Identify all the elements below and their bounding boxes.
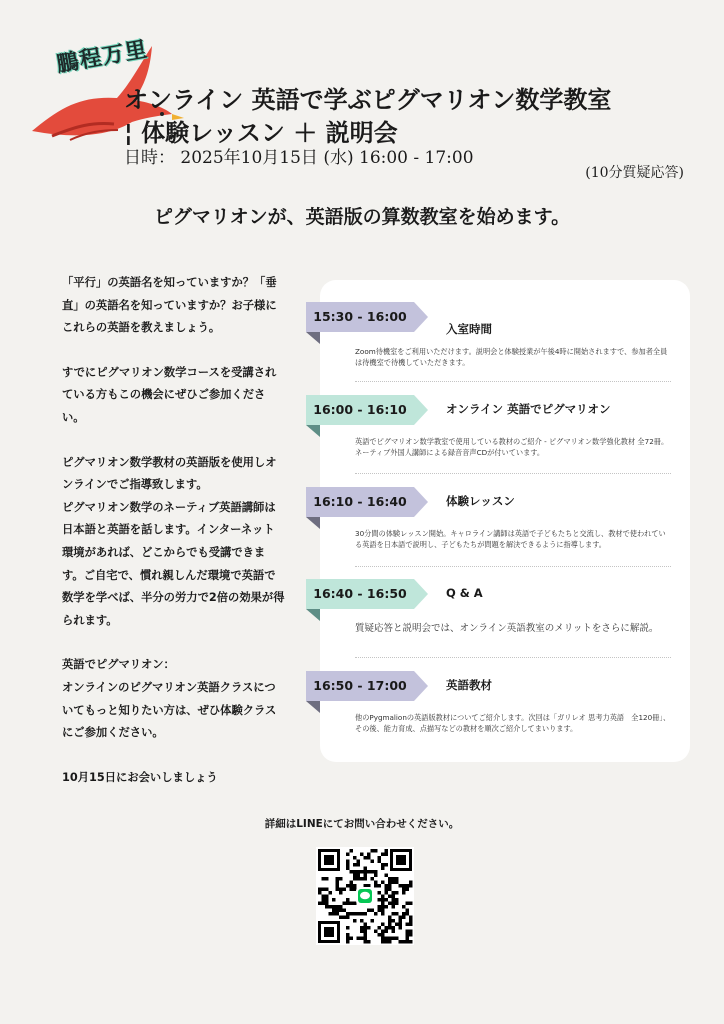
intro-paragraph: すでにピグマリオン数学コースを受講されている方もこの機会にぜひご参加ください。 [62, 365, 277, 424]
schedule-time-tag: 16:00 - 16:10 [306, 395, 414, 425]
schedule-item-title: 入室時間 [446, 322, 492, 336]
schedule-item-desc: 30分間の体験レッスン開始。キャロライン講師は英語で子どもたちと交流し、教材で使われている英語を日本語で説明し、子どもたちが問題を解決できるように指導します。 [355, 529, 666, 549]
intro-paragraph: 10月15日にお会いしましょう [62, 770, 218, 784]
schedule-item-desc: 質疑応答と説明会では、オンライン英語教室のメリットをさらに解説。 [355, 623, 659, 634]
intro-paragraph: ピグマリオン数学教材の英語版を使用しオンラインでご指導致します。 [62, 455, 277, 492]
line-qr-code-icon[interactable] [316, 847, 414, 945]
schedule-item-title: 英語教材 [446, 678, 492, 692]
contact-text: 詳細はLINEにてお問い合わせください。 [264, 818, 460, 830]
intro-paragraph: オンラインのピグマリオン英語クラスについてもっと知りたい方は、ぜひ体験クラスにご参加ください。 [62, 680, 277, 740]
schedule-time-tag: 16:40 - 16:50 [306, 579, 414, 609]
schedule-item-desc: 他のPygmalionの英語版教材についてご紹介します。次回は「ガリレオ 思考力英語 全120冊」、その後、能力育成、点描写などの教材を順次ご紹介してまいります。 [355, 713, 671, 733]
intro-paragraph: 「平行」の英語名を知っていますか？「垂直」の英語名を知っていますか？お子様にこれらの英語を教えましょう。 [62, 276, 277, 335]
logo-text: 鵬程万里 [54, 37, 150, 78]
schedule-item-title: オンライン 英語でピグマリオン [446, 402, 611, 416]
tag-fold [306, 425, 320, 437]
divider [355, 566, 671, 567]
divider [355, 473, 671, 474]
intro-text [62, 272, 286, 811]
schedule-item-desc: 英語でピグマリオン数学教室で使用している教材のご紹介 - ピグマリオン数学強化教材 全72冊。ネーティブ外国人講師による録音音声CDが付いています。 [355, 437, 669, 457]
page-title: オンライン 英語で学ぶピグマリオン数学教室 [124, 86, 612, 114]
intro-paragraph: ピグマリオン数学のネーティブ英語講師は日本語と英語を話します。インターネット環境があれば、どこからでも受講できます。ご自宅で、慣れ親しんだ環境で英語で数学を学べば、半分の労力で2倍の効果が得られます。 [62, 500, 285, 627]
tag-fold [306, 517, 320, 529]
schedule-time-tag: 15:30 - 16:00 [306, 302, 414, 332]
headline: ピグマリオンが、英語版の算数教室を始めます。 [153, 206, 571, 228]
tag-fold [306, 701, 320, 713]
qa-note: (10分質疑応答) [585, 165, 684, 181]
schedule-item-title: 体験レッスン [446, 494, 515, 508]
schedule-item-title: Q & A [446, 586, 483, 600]
schedule-item-desc: Zoom待機室をご利用いただけます。説明会と体験授業が午後4時に開始されますで、参加者全員は待機室で待機していただきます。 [355, 347, 668, 367]
tag-fold [306, 332, 320, 344]
event-date: 日時： 2025年10月15日 (水) 16:00 - 17:00 [124, 148, 474, 168]
page-subtitle: ¦ 体験レッスン ＋ 説明会 [124, 119, 398, 147]
intro-paragraph: 英語でピグマリオン： [62, 658, 175, 672]
tag-fold [306, 609, 320, 621]
schedule-time-tag: 16:10 - 16:40 [306, 487, 414, 517]
divider [355, 657, 671, 658]
schedule-time-tag: 16:50 - 17:00 [306, 671, 414, 701]
divider [355, 381, 671, 382]
